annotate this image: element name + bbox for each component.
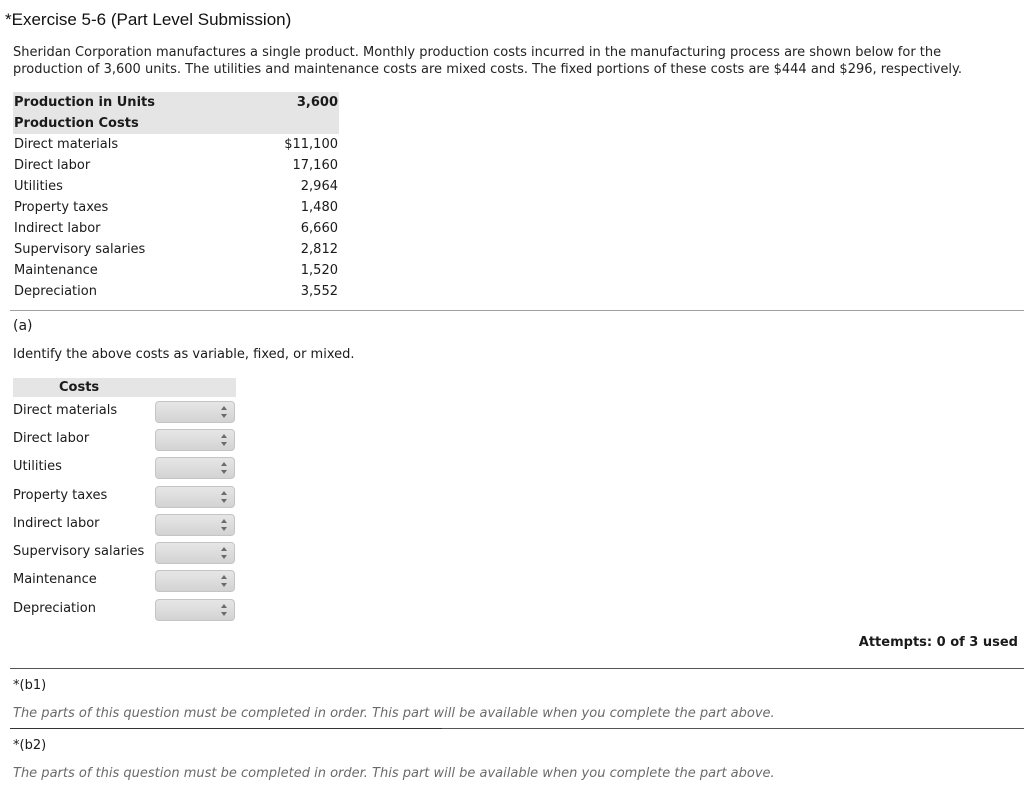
classification-select-supervisory-salaries[interactable] bbox=[155, 542, 235, 564]
classification-label-indirect-labor: Indirect labor bbox=[13, 516, 100, 531]
cost-name: Maintenance bbox=[14, 263, 98, 278]
table-row bbox=[13, 281, 339, 302]
updown-arrows-icon bbox=[221, 406, 228, 418]
cost-amount: 2,964 bbox=[300, 179, 338, 194]
costs-column-header-label: Costs bbox=[59, 380, 100, 395]
table-header-row bbox=[13, 92, 339, 113]
cost-amount: 2,812 bbox=[300, 242, 338, 257]
units-header-value: 3,600 bbox=[247, 92, 339, 113]
updown-arrows-icon bbox=[221, 575, 228, 587]
cost-amount: $11,100 bbox=[284, 137, 338, 152]
section-divider bbox=[10, 310, 1024, 311]
table-row bbox=[13, 134, 339, 155]
problem-statement bbox=[13, 44, 1003, 78]
table-row bbox=[13, 155, 339, 176]
cost-amount: 17,160 bbox=[292, 158, 338, 173]
table-row bbox=[13, 176, 339, 197]
classification-select-utilities[interactable] bbox=[155, 457, 235, 479]
section-divider bbox=[10, 728, 442, 729]
problem-statement-line: production of 3,600 units. The utilities and maintenance costs are mixed costs. The fixed portions of these costs are $444 and $296, respectively. bbox=[13, 62, 962, 77]
classification-label-direct-labor: Direct labor bbox=[13, 431, 90, 446]
part-a-instructions: Identify the above costs as variable, fixed, or mixed. bbox=[13, 347, 355, 362]
page-title: *Exercise 5-6 (Part Level Submission) bbox=[5, 10, 292, 29]
classification-select-depreciation[interactable] bbox=[155, 599, 235, 621]
cost-name: Direct materials bbox=[14, 137, 119, 152]
classification-label-property-taxes: Property taxes bbox=[13, 488, 108, 503]
production-cost-table bbox=[13, 92, 339, 302]
part-b1-label: *(b1) bbox=[13, 678, 47, 693]
cost-amount: 3,552 bbox=[300, 284, 338, 299]
cost-amount: 1,520 bbox=[300, 263, 338, 278]
table-row bbox=[13, 218, 339, 239]
table-row bbox=[13, 239, 339, 260]
part-b2-locked-note: The parts of this question must be completed in order. This part will be available when you complete the part above. bbox=[13, 766, 775, 781]
updown-arrows-icon bbox=[221, 434, 228, 446]
classification-select-direct-materials[interactable] bbox=[155, 401, 235, 423]
cost-name: Indirect labor bbox=[14, 221, 101, 236]
cost-amount: 1,480 bbox=[300, 200, 338, 215]
table-row bbox=[13, 260, 339, 281]
classification-select-indirect-labor[interactable] bbox=[155, 514, 235, 536]
updown-arrows-icon bbox=[221, 491, 228, 503]
section-divider bbox=[442, 728, 1024, 729]
part-b2-label: *(b2) bbox=[13, 738, 47, 753]
classification-label-supervisory-salaries: Supervisory salaries bbox=[13, 544, 145, 559]
table-header-row bbox=[13, 113, 339, 134]
attempts-counter: Attempts: 0 of 3 used bbox=[858, 635, 1018, 650]
cost-name: Utilities bbox=[14, 179, 63, 194]
cost-name: Direct labor bbox=[14, 158, 91, 173]
classification-label-maintenance: Maintenance bbox=[13, 572, 97, 587]
classification-select-property-taxes[interactable] bbox=[155, 486, 235, 508]
problem-statement-line: Sheridan Corporation manufactures a single product. Monthly production costs incurred in the manufacturing process are shown below for the bbox=[13, 45, 942, 60]
cost-name: Depreciation bbox=[14, 284, 97, 299]
classification-label-direct-materials: Direct materials bbox=[13, 403, 118, 418]
classification-label-utilities: Utilities bbox=[13, 459, 62, 474]
cost-name: Property taxes bbox=[14, 200, 109, 215]
classification-label-depreciation: Depreciation bbox=[13, 601, 96, 616]
classification-select-maintenance[interactable] bbox=[155, 570, 235, 592]
table-row bbox=[13, 197, 339, 218]
cost-name: Supervisory salaries bbox=[14, 242, 146, 257]
costs-header-label: Production Costs bbox=[13, 113, 247, 134]
classification-select-direct-labor[interactable] bbox=[155, 429, 235, 451]
costs-column-header bbox=[13, 378, 236, 397]
part-b1-locked-note: The parts of this question must be completed in order. This part will be available when you complete the part above. bbox=[13, 706, 775, 721]
units-header-label: Production in Units bbox=[13, 92, 247, 113]
cost-amount: 6,660 bbox=[300, 221, 338, 236]
updown-arrows-icon bbox=[221, 462, 228, 474]
updown-arrows-icon bbox=[221, 519, 228, 531]
updown-arrows-icon bbox=[221, 547, 228, 559]
part-a-label: (a) bbox=[13, 318, 33, 334]
section-divider bbox=[10, 668, 1024, 669]
updown-arrows-icon bbox=[221, 604, 228, 616]
